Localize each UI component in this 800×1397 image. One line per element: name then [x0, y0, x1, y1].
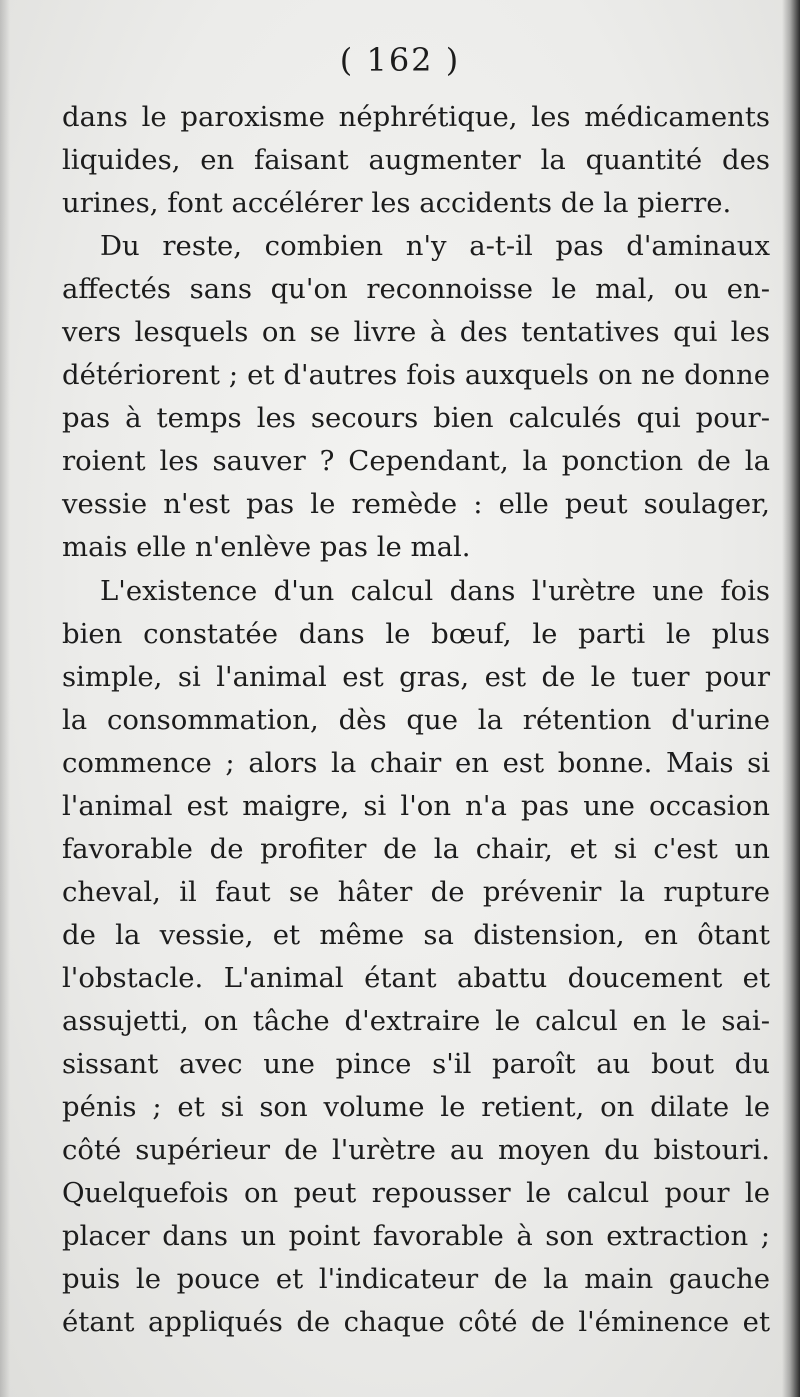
- text-line: l'animal est maigre, si l'on n'a pas une occasion: [62, 789, 770, 822]
- text-line: affectés sans qu'on reconnoisse le mal, ou en-: [62, 273, 770, 306]
- text-line: dans le paroxisme néphrétique, les médicaments: [62, 101, 770, 133]
- text-line: l'obstacle. L'animal étant abattu doucement et: [62, 961, 770, 994]
- text-line: étant appliqués de chaque côté de l'éminence et: [62, 1306, 770, 1339]
- text-line: vers lesquels on se livre à des tentatives qui les: [62, 316, 770, 349]
- text-line: placer dans un point favorable à son extraction ;: [62, 1220, 770, 1253]
- text-line: Du reste, combien n'y a-t-il pas d'aminaux: [100, 230, 770, 263]
- text-line: assujetti, on tâche d'extraire le calcul en le sai-: [62, 1004, 770, 1037]
- text-line: cheval, il faut se hâter de prévenir la rupture: [62, 875, 770, 908]
- text-line: côté supérieur de l'urètre au moyen du bistouri.: [62, 1134, 770, 1167]
- text-line: détériorent ; et d'autres fois auxquels on ne donne: [62, 359, 770, 392]
- text-line: simple, si l'animal est gras, est de le tuer pour: [62, 660, 770, 693]
- text-line: urines, font accélérer les accidents de la pierre.: [62, 187, 732, 220]
- text-line: pénis ; et si son volume le retient, on dilate le: [62, 1091, 770, 1124]
- text-line: favorable de profiter de la chair, et si c'est un: [62, 832, 770, 865]
- text-line: bien constatée dans le bœuf, le parti le plus: [62, 617, 770, 650]
- text-line: commence ; alors la chair en est bonne. Mais si: [62, 746, 770, 779]
- text-line: vessie n'est pas le remède : elle peut soulager,: [62, 488, 770, 521]
- text-line: Quelquefois on peut repousser le calcul pour le: [62, 1177, 770, 1210]
- text-line: sissant avec une pince s'il paroît au bout du: [62, 1048, 770, 1081]
- text-line: de la vessie, et même sa distension, en ôtant: [62, 918, 770, 951]
- page-number: ( 162 ): [339, 41, 461, 79]
- text-line: L'existence d'un calcul dans l'urètre une fois: [100, 574, 770, 607]
- text-line: pas à temps les secours bien calculés qui pour-: [62, 402, 770, 435]
- page-left-shadow: [0, 0, 10, 1397]
- body-text: [62, 96, 770, 1344]
- text-line: liquides, en faisant augmenter la quantité des: [62, 144, 770, 177]
- text-line: roient les sauver ? Cependant, la ponction de la: [62, 445, 770, 478]
- text-line: puis le pouce et l'indicateur de la main gauche: [62, 1263, 770, 1296]
- page-right-shadow: [782, 0, 800, 1397]
- text-line: mais elle n'enlève pas le mal.: [62, 531, 471, 564]
- text-line: la consommation, dès que la rétention d'urine: [62, 703, 770, 736]
